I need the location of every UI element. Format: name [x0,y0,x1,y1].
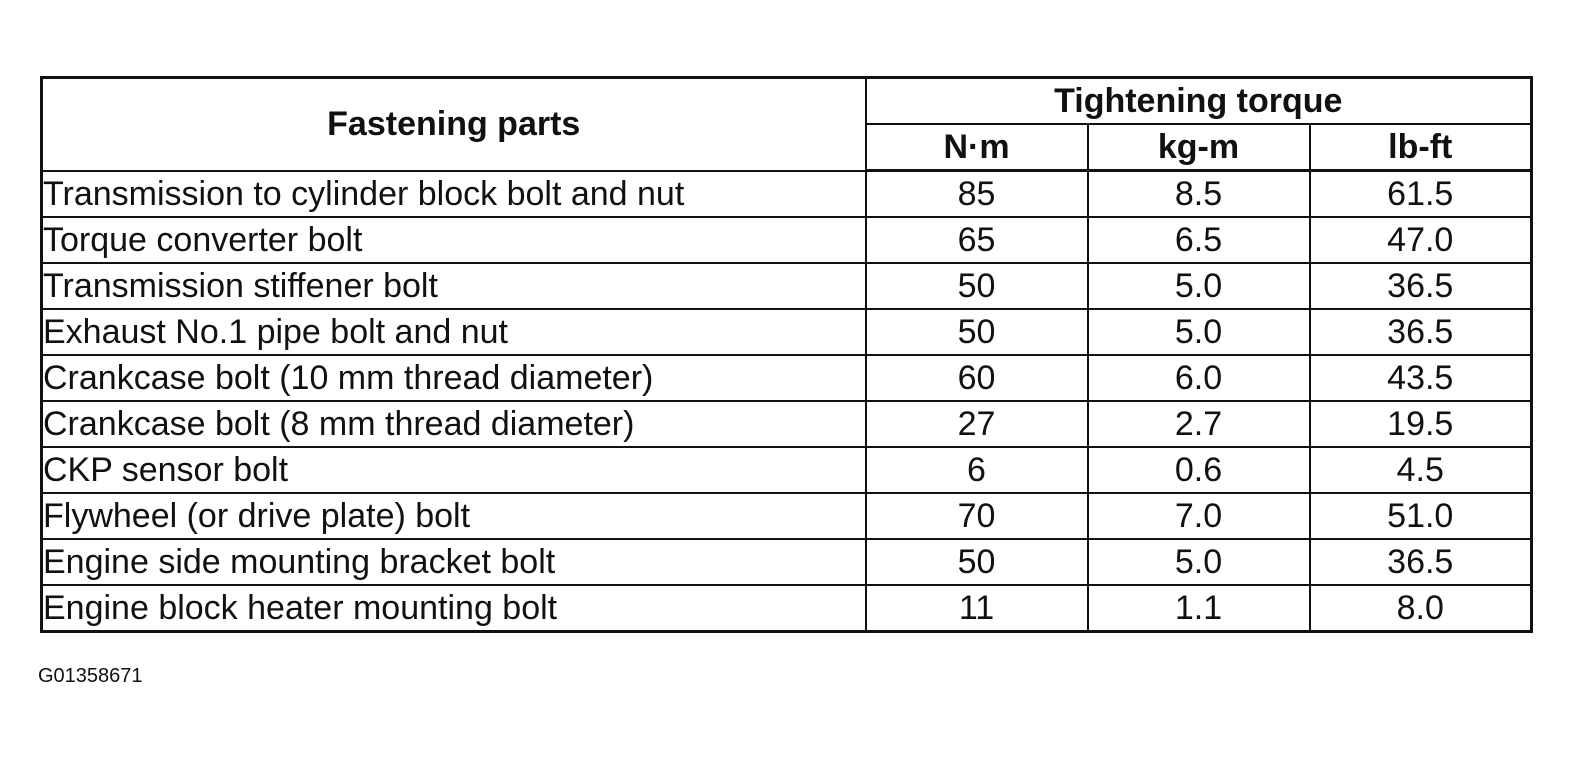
table-row [42,401,1532,447]
header-fastening-parts: Fastening parts [42,78,866,171]
torque-kgm-cell: 6.5 [1088,217,1310,263]
fastening-part-cell: Transmission to cylinder block bolt and nut [42,171,866,218]
torque-spec-table [40,76,1533,633]
torque-nm-cell: 85 [866,171,1088,218]
torque-kgm-cell: 5.0 [1088,539,1310,585]
fastening-part-cell: Crankcase bolt (10 mm thread diameter) [42,355,866,401]
torque-lbft-cell: 51.0 [1310,493,1532,539]
torque-nm-cell: 50 [866,263,1088,309]
fastening-part-cell: Torque converter bolt [42,217,866,263]
torque-kgm-cell: 7.0 [1088,493,1310,539]
table-row [42,263,1532,309]
torque-nm-cell: 27 [866,401,1088,447]
torque-lbft-cell: 61.5 [1310,171,1532,218]
torque-nm-cell: 70 [866,493,1088,539]
torque-kgm-cell: 5.0 [1088,309,1310,355]
table-row [42,585,1532,632]
table-row [42,493,1532,539]
table-row [42,355,1532,401]
torque-lbft-cell: 8.0 [1310,585,1532,632]
torque-lbft-cell: 36.5 [1310,539,1532,585]
table-row [42,539,1532,585]
fastening-part-cell: CKP sensor bolt [42,447,866,493]
torque-lbft-cell: 4.5 [1310,447,1532,493]
fastening-part-cell: Crankcase bolt (8 mm thread diameter) [42,401,866,447]
figure-id: G01358671 [38,665,143,687]
torque-kgm-cell: 6.0 [1088,355,1310,401]
torque-kgm-cell: 5.0 [1088,263,1310,309]
torque-kgm-cell: 8.5 [1088,171,1310,218]
table-row [42,447,1532,493]
torque-nm-cell: 11 [866,585,1088,632]
table-header [42,78,1532,171]
torque-nm-cell: 50 [866,539,1088,585]
table-row [42,309,1532,355]
torque-nm-cell: 50 [866,309,1088,355]
fastening-part-cell: Flywheel (or drive plate) bolt [42,493,866,539]
torque-nm-cell: 6 [866,447,1088,493]
torque-nm-cell: 60 [866,355,1088,401]
fastening-part-cell: Engine block heater mounting bolt [42,585,866,632]
header-unit-nm: N·m [866,124,1088,171]
torque-lbft-cell: 43.5 [1310,355,1532,401]
header-tightening-torque: Tightening torque [866,78,1532,125]
table-body [42,171,1532,632]
header-unit-kgm: kg-m [1088,124,1310,171]
table-row [42,217,1532,263]
torque-nm-cell: 65 [866,217,1088,263]
header-unit-lbft: lb-ft [1310,124,1532,171]
torque-lbft-cell: 19.5 [1310,401,1532,447]
torque-lbft-cell: 36.5 [1310,309,1532,355]
torque-lbft-cell: 36.5 [1310,263,1532,309]
torque-kgm-cell: 1.1 [1088,585,1310,632]
fastening-part-cell: Transmission stiffener bolt [42,263,866,309]
fastening-part-cell: Engine side mounting bracket bolt [42,539,866,585]
torque-kgm-cell: 2.7 [1088,401,1310,447]
torque-kgm-cell: 0.6 [1088,447,1310,493]
torque-lbft-cell: 47.0 [1310,217,1532,263]
fastening-part-cell: Exhaust No.1 pipe bolt and nut [42,309,866,355]
table-row [42,171,1532,218]
